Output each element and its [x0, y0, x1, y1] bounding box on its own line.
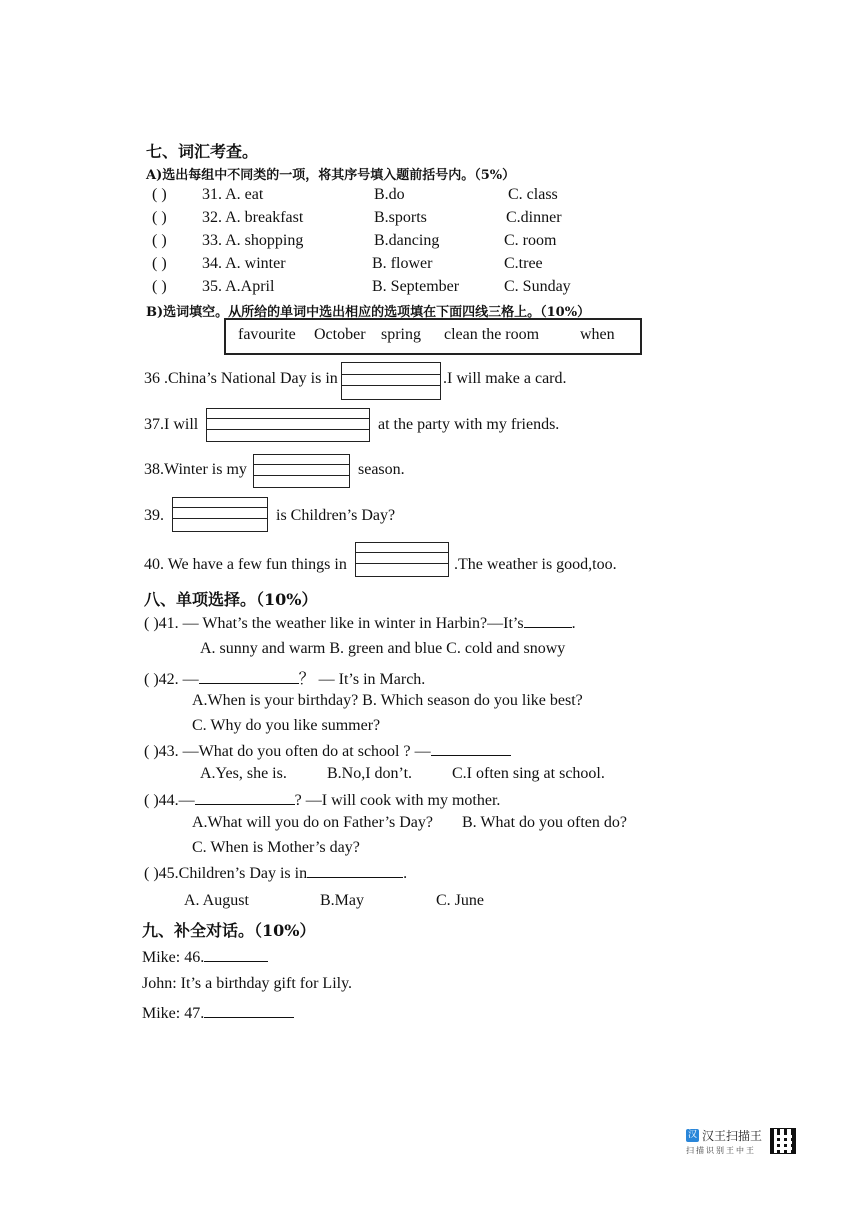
q47-blank[interactable] — [204, 1003, 294, 1018]
q45-blank[interactable] — [307, 863, 403, 878]
q42-options-1: A.When is your birthday? B. Which season do you like best? — [192, 692, 583, 709]
option-c: C. Sunday — [504, 278, 571, 295]
q36-text-after: .I will make a card. — [443, 370, 567, 387]
answer-bracket[interactable]: ( ) — [152, 278, 167, 295]
part-a-instructions: A)选出每组中不同类的一项，将其序号填入题前括号内。（5%） — [146, 168, 516, 183]
option-c: C.dinner — [506, 209, 562, 226]
option-a: 33. A. shopping — [202, 232, 304, 249]
q37-text-after: at the party with my friends. — [378, 416, 560, 433]
period: . — [571, 615, 576, 632]
word-bank — [224, 318, 642, 355]
period: . — [403, 865, 408, 882]
option-c: C.tree — [504, 255, 543, 272]
option-a: 34. A. winter — [202, 255, 286, 272]
section7-title: 七、词汇考查。 — [146, 142, 259, 161]
word-bank-item: favourite — [238, 326, 296, 343]
q44-option-c: C. When is Mother’s day? — [192, 839, 360, 856]
answer-bracket[interactable]: ( ) — [152, 209, 167, 226]
question-42 — [144, 666, 425, 689]
option-b: B. September — [372, 278, 460, 295]
option-c: C. class — [508, 186, 558, 203]
q43-option-a: A.Yes, she is. — [200, 765, 287, 782]
option-b: B.do — [374, 186, 405, 203]
word-bank-item: spring — [381, 326, 421, 343]
answer-bracket[interactable]: ( ) — [152, 255, 167, 272]
dialogue-line-46 — [142, 947, 268, 967]
q37-text: 37.I will — [144, 416, 199, 433]
q44-blank[interactable] — [195, 790, 295, 805]
q39-text: 39. — [144, 507, 164, 524]
question-41 — [144, 613, 576, 633]
option-b: B.dancing — [374, 232, 440, 249]
scanner-watermark — [686, 1128, 798, 1158]
q38-text: 38.Winter is my — [144, 461, 247, 478]
part-b-instructions: B)选词填空。从所给的单词中选出相应的选项填在下面四线三格上。（10%） — [146, 305, 591, 320]
word-bank-item: clean the room — [444, 326, 540, 343]
watermark-name: 汉王扫描王 — [702, 1129, 763, 1143]
q43-option-b: B.No,I don’t. — [327, 765, 413, 782]
q42-blank[interactable] — [199, 669, 299, 684]
option-a: 32. A. breakfast — [202, 209, 304, 226]
option-a: 31. A. eat — [202, 186, 264, 203]
q44-stem-end: ? —I will cook with my mother. — [294, 792, 501, 809]
section8-title: 八、单项选择。（10%） — [144, 590, 318, 609]
dialogue-line: John: It’s a birthday gift for Lily. — [142, 975, 353, 992]
dialogue-text: Mike: 46. — [142, 949, 205, 966]
q45-stem: ( )45.Children’s Day is in — [144, 865, 308, 882]
q39-text-after: is Children’s Day? — [276, 507, 396, 524]
q45-option-a: A. August — [184, 892, 249, 909]
word-bank-item: October — [314, 326, 366, 343]
watermark-tagline: 扫描识别王中王 — [686, 1146, 756, 1155]
question-43 — [144, 741, 511, 761]
q43-blank[interactable] — [431, 741, 511, 756]
question-45 — [144, 863, 407, 883]
q42-stem-end: ？ — It’s in March. — [298, 671, 426, 688]
option-a: 35. A.April — [202, 278, 275, 295]
option-b: B. flower — [372, 255, 433, 272]
q43-stem: ( )43. —What do you often do at school ? — — [144, 743, 431, 760]
answer-bracket[interactable]: ( ) — [152, 232, 167, 249]
logo-badge-icon: 汉 — [687, 1130, 697, 1140]
q44-stem: ( )44.— — [144, 792, 195, 809]
q41-blank[interactable] — [524, 613, 572, 628]
q41-stem: ( )41. — What’s the weather like in winter in Harbin?—It’s — [144, 615, 524, 632]
dialogue-text: Mike: 47. — [142, 1005, 205, 1022]
q36-text: 36 .China’s National Day is in — [144, 370, 338, 387]
q42-options-2: C. Why do you like summer? — [192, 717, 381, 734]
dialogue-line-47 — [142, 1003, 294, 1023]
q39-answer-lines[interactable] — [172, 497, 268, 532]
q44-option-b: B. What do you often do? — [462, 814, 628, 831]
q37-answer-lines[interactable] — [206, 408, 370, 442]
answer-bracket[interactable]: ( ) — [152, 186, 167, 203]
section9-title: 九、补全对话。（10%） — [142, 921, 316, 940]
q38-text-after: season. — [358, 461, 405, 478]
q40-text-after: .The weather is good,too. — [454, 556, 617, 573]
option-b: B.sports — [374, 209, 427, 226]
q40-text: 40. We have a few fun things in — [144, 556, 347, 573]
q40-answer-lines[interactable] — [355, 542, 449, 577]
word-bank-item: when — [580, 326, 615, 343]
q36-answer-lines[interactable] — [341, 362, 441, 400]
q45-option-c: C. June — [436, 892, 484, 909]
q38-answer-lines[interactable] — [253, 454, 350, 488]
qr-code-icon — [770, 1128, 796, 1154]
question-44 — [144, 790, 500, 810]
q44-option-a: A.What will you do on Father’s Day? — [192, 814, 433, 831]
q43-option-c: C.I often sing at school. — [452, 765, 605, 782]
q42-stem: ( )42. — — [144, 671, 199, 688]
q41-options: A. sunny and warm B. green and blue C. cold and snowy — [200, 640, 566, 657]
q45-option-b: B.May — [320, 892, 364, 909]
q46-blank[interactable] — [204, 947, 268, 962]
option-c: C. room — [504, 232, 557, 249]
